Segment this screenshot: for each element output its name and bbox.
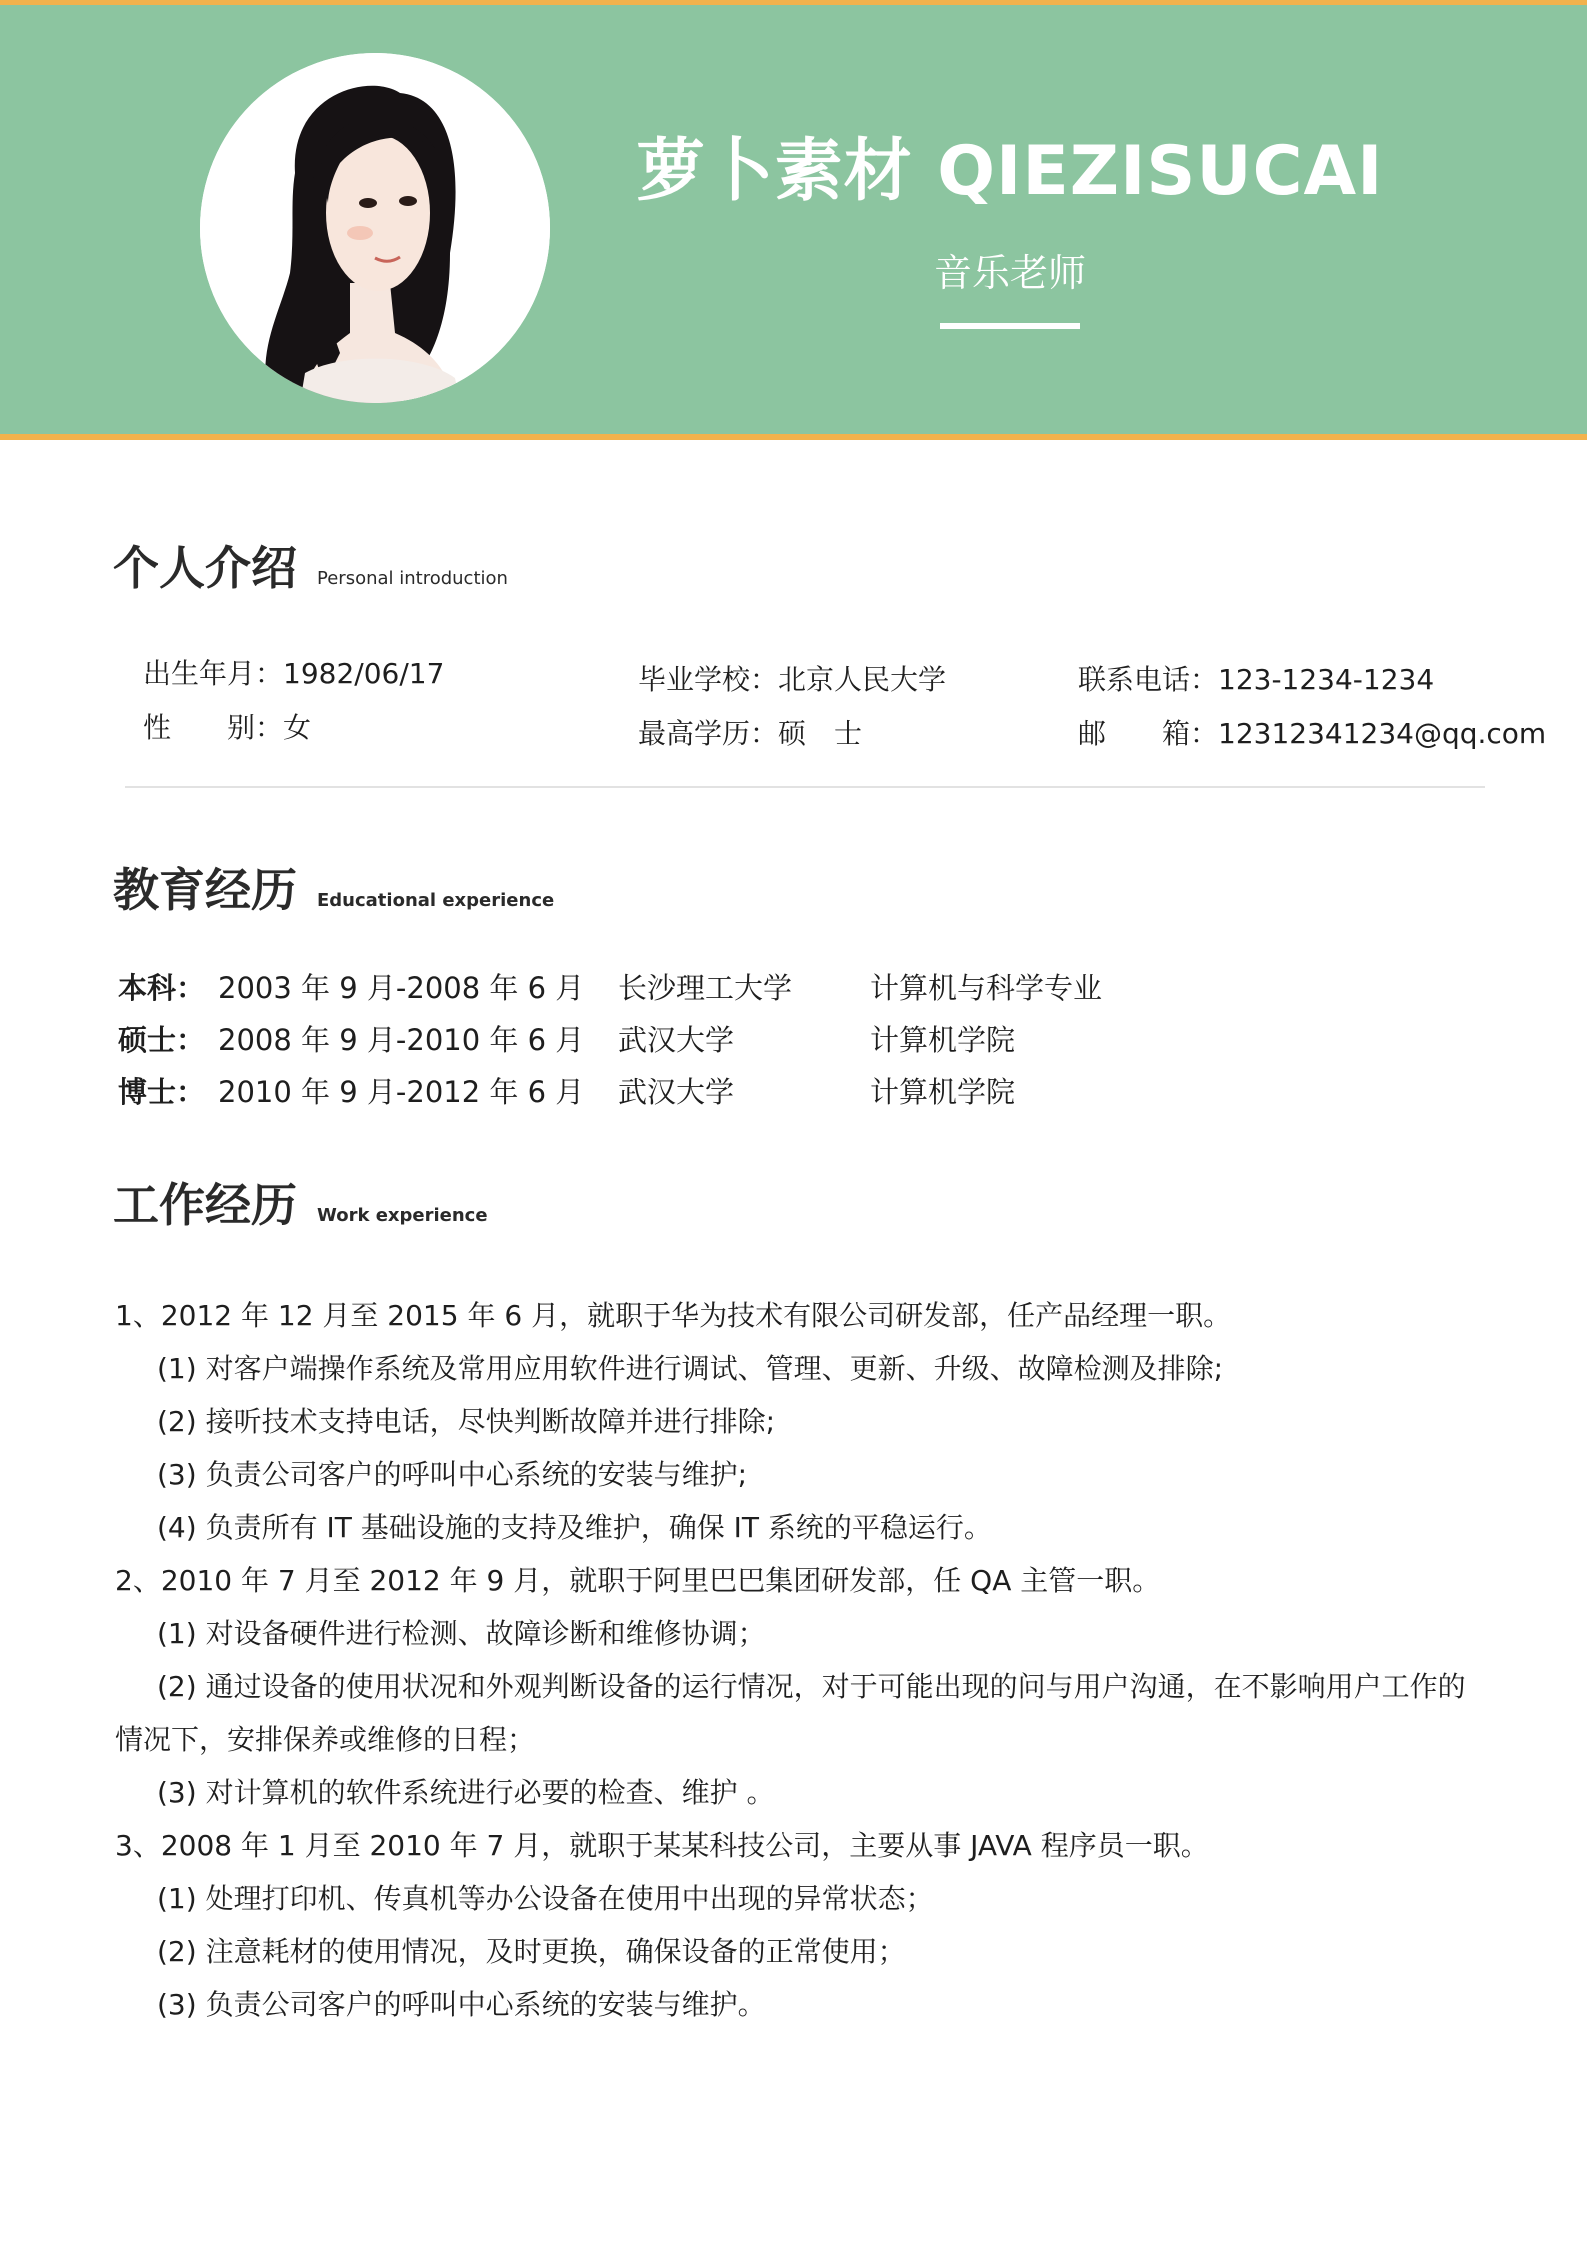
section-title-cn: 个人介绍 <box>113 541 297 595</box>
section-divider <box>125 786 1485 788</box>
work-duty-continuation: 情况下，安排保养或维修的日程； <box>115 1723 536 1756</box>
education-period: 2008 年 9 月-2010 年 6 月 <box>218 1023 585 1057</box>
info-school: 毕业学校：北京人民大学 <box>638 663 947 696</box>
work-duty-item: (2) 接听技术支持电话，尽快判断故障并进行排除; <box>157 1405 775 1438</box>
work-duty-item: (1) 对客户端操作系统及常用应用软件进行调试、管理、更新、升级、故障检测及排除; <box>157 1352 1224 1385</box>
info-gender: 性 别：女 <box>143 711 312 744</box>
work-duty-item: (3) 对计算机的软件系统进行必要的检查、维护 。 <box>157 1776 775 1809</box>
info-phone: 联系电话：123-1234-1234 <box>1078 663 1435 696</box>
section-title-education <box>113 854 554 920</box>
education-degree-label: 博士： <box>118 1075 206 1109</box>
education-school: 武汉大学 <box>618 1075 735 1109</box>
education-degree-label: 本科： <box>118 971 206 1005</box>
education-major: 计算机学院 <box>870 1075 1016 1109</box>
work-duty-item: (2) 注意耗材的使用情况，及时更换，确保设备的正常使用； <box>157 1935 906 1968</box>
section-title-en: Work experience <box>317 1205 488 1226</box>
work-entry-heading: 3、2008 年 1 月至 2010 年 7 月，就职于某某科技公司，主要从事 JAVA 程序员一职。 <box>115 1829 1209 1862</box>
job-title: 音乐老师 <box>933 251 1086 295</box>
section-title-work <box>113 1169 488 1235</box>
section-title-personal <box>113 532 508 598</box>
avatar <box>200 53 550 403</box>
work-duty-item: (4) 负责所有 IT 基础设施的支持及维护，确保 IT 系统的平稳运行。 <box>157 1511 992 1544</box>
resume-name: 萝卜素材 QIEZISUCAI <box>636 132 1384 211</box>
work-entry-heading: 1、2012 年 12 月至 2015 年 6 月，就职于华为技术有限公司研发部，任产品经理一职。 <box>115 1299 1232 1332</box>
job-title-underline <box>940 323 1080 329</box>
avatar-portrait-illustration <box>200 53 550 403</box>
info-degree: 最高学历：硕 士 <box>638 717 863 750</box>
work-duty-item: (3) 负责公司客户的呼叫中心系统的安装与维护。 <box>157 1988 766 2021</box>
section-title-cn: 教育经历 <box>113 863 297 917</box>
work-entry-heading: 2、2010 年 7 月至 2012 年 9 月，就职于阿里巴巴集团研发部，任 QA 主管一职。 <box>115 1564 1161 1597</box>
section-title-cn: 工作经历 <box>113 1178 297 1232</box>
section-title-en: Educational experience <box>317 890 555 911</box>
education-school: 长沙理工大学 <box>618 971 793 1005</box>
work-duty-item: (3) 负责公司客户的呼叫中心系统的安装与维护; <box>157 1458 747 1491</box>
education-major: 计算机学院 <box>870 1023 1016 1057</box>
education-school: 武汉大学 <box>618 1023 735 1057</box>
work-duty-item: (1) 对设备硬件进行检测、故障诊断和维修协调； <box>157 1617 766 1650</box>
work-duty-item: (1) 处理打印机、传真机等办公设备在使用中出现的异常状态； <box>157 1882 934 1915</box>
education-major: 计算机与科学专业 <box>870 971 1103 1005</box>
work-duty-item: (2) 通过设备的使用状况和外观判断设备的运行情况，对于可能出现的问与用户沟通，在不影响用户工作的 <box>157 1670 1466 1703</box>
info-birth: 出生年月：1982/06/17 <box>143 657 445 690</box>
section-title-en: Personal introduction <box>317 568 508 589</box>
header-banner <box>0 0 1587 440</box>
education-degree-label: 硕士： <box>118 1023 206 1057</box>
education-period: 2003 年 9 月-2008 年 6 月 <box>218 971 585 1005</box>
info-email: 邮 箱：12312341234@qq.com <box>1078 717 1547 750</box>
education-period: 2010 年 9 月-2012 年 6 月 <box>218 1075 585 1109</box>
